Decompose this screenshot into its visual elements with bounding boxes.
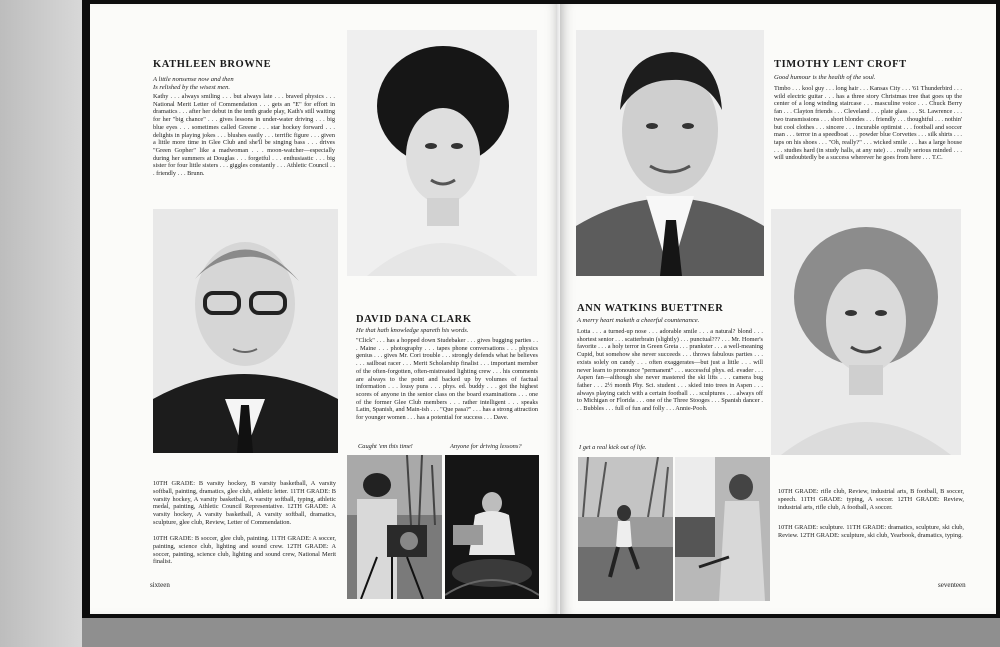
timothy-name: TIMOTHY LENT CROFT [774, 59, 907, 70]
timothy-activities: 10TH GRADE: rifle club, Review, industrial arts, B football, B soccer, speech. 11TH GRADE: typing, A soccer. 12TH GRADE: Review, industrial arts, rifle club, A football, A soccer. [778, 488, 964, 511]
right-page [560, 4, 996, 614]
david-motto: He that hath knowledge spareth his words. [356, 327, 469, 334]
david-name: DAVID DANA CLARK [356, 314, 472, 325]
scan-bottom-edge [82, 618, 1000, 647]
ann-motto: A merry heart maketh a cheerful countenance. [577, 317, 700, 324]
left-page [90, 4, 560, 614]
candid-photo-sculpture [675, 457, 770, 601]
candid-photo-camera [347, 455, 442, 599]
candid-photo-kick [578, 457, 673, 601]
caption-kick: I get a real kick out of life. [579, 444, 647, 451]
david-activities: 10TH GRADE: B soccer, glee club, painting. 11TH GRADE: A soccer, painting, science club, lighting and sound crew. 12TH GRADE: A soccer, painting, science club, lighting and sound crew, National Merit finalist. [153, 535, 336, 566]
david-bio: "Click" . . . has a hopped down Studebaker . . . gives bugging parties . . . Maine . . . photography . . . tapes phone conversations . . . physics genius . . . gives Mr. Cori trouble . . . strongly defends what he believes . . . sailboat racer . . . Merit Scholarship finalist . . . important member of the often-forgotten, often-mistreated lighting crew . . . his comments are always to the point and backed up by volumes of factual information . . . lousy puns . . . phys. ed. buddy . . . got the highest scores of anyone in the senior class on the board examinations . . . one of the former Glee Club members . . . rather intelligent . . . speaks Latin, Spanish, and Main-ish . . . "Que pasa?" . . . has a strong attraction for younger women . . . has a potential for success . . . Dave. [356, 337, 538, 422]
kathleen-name: KATHLEEN BROWNE [153, 59, 272, 70]
timothy-bio: Timbo . . . kool guy . . . long hair . . . Kansas City . . . '61 Thunderbird . . . wild electric guitar . . . has a three story Christmas tree that goes up the center of a long winding staircase . . . masculine voice . . . Chuck Berry fan . . . Clayton friends . . . Cleveland . . . plate glass . . . St. Lawrence . . . two transmissions . . . short blondes . . . friendly . . . thoughtful . . . nothin' but cool clothes . . . sincere . . . incurable optimist . . . football and soccer man . . . terror in a speedboat . . . powder blue Corvettes . . . silk shirts . . . taps on his shoes . . . "Oh, really?" . . . wicked smile . . . has a large house . . . studies hard (in study halls, at any rate) . . . really serious minded . . . will undoubtedly be a success wherever he goes from here . . . T.C. [774, 85, 962, 162]
david-portrait [153, 209, 338, 453]
candid-photo-driving [445, 455, 539, 599]
scanner-bed [0, 0, 82, 647]
timothy-portrait [576, 30, 764, 276]
timothy-motto: Good humour is the health of the soul. [774, 74, 876, 81]
ann-name: ANN WATKINS BUETTNER [577, 303, 724, 314]
caption-driving: Anyone for driving lessons? [450, 443, 522, 450]
ann-activities: 10TH GRADE: sculpture. 11TH GRADE: dramatics, sculpture, ski club, Review. 12TH GRADE: sculpture, ski club, Yearbook, dramatics, typing. [778, 524, 964, 539]
caption-caught: Caught 'em this time! [358, 443, 413, 450]
ann-portrait [771, 209, 961, 455]
page-number-left: sixteen [150, 581, 170, 589]
page-number-right: seventeen [938, 581, 966, 589]
ann-bio: Lotta . . . a turned-up nose . . . adorable smile . . . a natural? blond . . . shortest senior . . . scatterbrain (slightly) . . . punctual??? . . . Mr. Homer's favorite . . . a holy terror in Green Greta . . . prankster . . . a well-meaning Cupid, but somehow she never succeeds . . . throws fabulous parties . . . exists solely on candy . . . often exaggerates—but just a little . . . will never learn to pronounce "permanent" . . . successful phys. ed. evader . . . Aspen fan—although she never mastered the ski lifts . . . camera bug father . . . 2½ month Phy. Sci. student . . . skied into trees in Aspen . . . always playing catch with a certain football . . . sculptures . . . always off to Michigan or Florida . . . one of the Three Stooges . . . Spanish dancer . . . Bubbles . . . full of fun and folly . . . Annie-Pooh. [577, 328, 763, 413]
kathleen-activities: 10TH GRADE: B varsity hockey, B varsity basketball, A varsity softball, painting, dramatics, glee club, athletic letter. 11TH GRADE: B varsity hockey, A varsity basketball, A varsity softball, typing, athletic medal, painting, Athletic Council Representative. 12TH GRADE: A varsity hockey, A varsity basketball, A varsity softball, dramatics, sculpture, glee club, Review, Letter of Commendation. [153, 480, 336, 526]
kathleen-motto: A little nonsense now and then Is relished by the wisest men. [153, 76, 234, 91]
kathleen-bio: Kathy . . . always smiling . . . but always late . . . braved physics . . . National Merit Letter of Commendation . . . gets an "E" for effort in dramatics . . . after her debut in the tenth grade play, Kath's still waiting for her "big chance" . . . gives lessons in under-water driving . . . big blue eyes . . . sometimes called Greene . . . star hockey forward . . . delights in playing jokes . . . blushes easily . . . terrific figure . . . given a little more time in Glee Club and she'll be singing bass . . . drives "Green Gopher" like a madwoman . . . moon-watcher—especially during her summers at Douglas . . . forgetful . . . enthusiastic . . . big sister for four little sisters . . . giggles constantly . . . Athletic Council . . . friendly . . . Brunn. [153, 93, 335, 178]
kathleen-portrait [347, 30, 537, 276]
